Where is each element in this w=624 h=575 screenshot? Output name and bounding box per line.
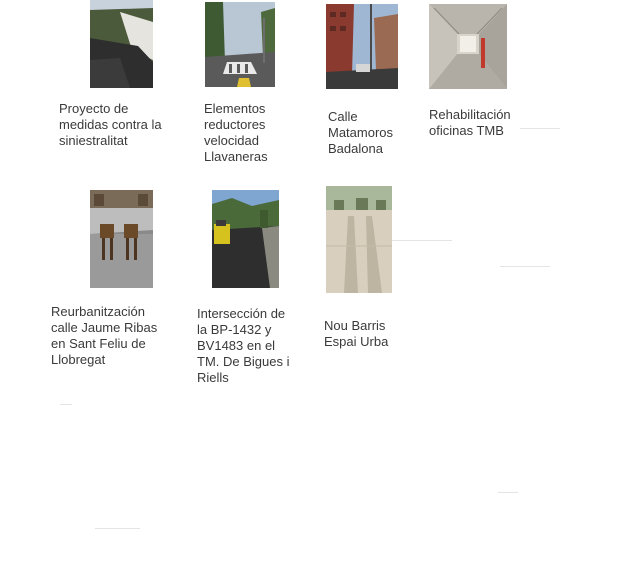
project-title-p7[interactable]: Nou Barris Espai Urba	[324, 318, 389, 349]
project-image-p3[interactable]	[326, 4, 398, 89]
city-street-photo	[326, 4, 398, 89]
artifact-line	[392, 240, 452, 241]
artifact-line	[500, 266, 550, 267]
project-card-p7[interactable]	[322, 185, 412, 355]
project-image-p2[interactable]	[205, 2, 275, 87]
project-card-p5[interactable]	[50, 185, 180, 370]
street-chairs-photo	[90, 190, 153, 288]
artifact-line	[520, 128, 560, 129]
project-image-p6[interactable]	[212, 190, 279, 288]
public-square-photo	[326, 186, 392, 293]
road-barrier-photo	[90, 0, 153, 88]
office-corridor-photo	[429, 4, 507, 89]
project-image-p5[interactable]	[90, 190, 153, 288]
project-card-p6[interactable]	[196, 185, 306, 390]
project-image-p4[interactable]	[429, 4, 507, 89]
project-card-p2[interactable]	[200, 0, 310, 170]
project-image-p1[interactable]	[90, 0, 153, 88]
asphalt-paving-photo	[212, 190, 279, 288]
project-card-p3[interactable]	[322, 0, 412, 160]
project-card-p1[interactable]	[50, 0, 180, 160]
project-title-p6[interactable]: Intersección de la BP-1432 y BV1483 en el TM. De Bigues i Riells	[197, 306, 290, 385]
project-title-p3[interactable]: Calle Matamoros Badalona	[328, 109, 394, 156]
artifact-line	[60, 404, 72, 405]
project-title-p1[interactable]: Proyecto de medidas contra la siniestralitat	[59, 101, 162, 148]
artifact-line	[498, 492, 518, 493]
project-title-p4[interactable]: Rehabilitación oficinas TMB	[429, 107, 511, 138]
artifact-line	[95, 528, 140, 529]
project-title-p2[interactable]: Elementos reductores velocidad Llavaneras	[204, 101, 268, 164]
project-title-p5[interactable]: Reurbanitzación calle Jaume Ribas en Sant Feliu de Llobregat	[51, 304, 158, 367]
project-image-p7[interactable]	[326, 186, 392, 293]
speed-bump-street-photo	[205, 2, 275, 87]
